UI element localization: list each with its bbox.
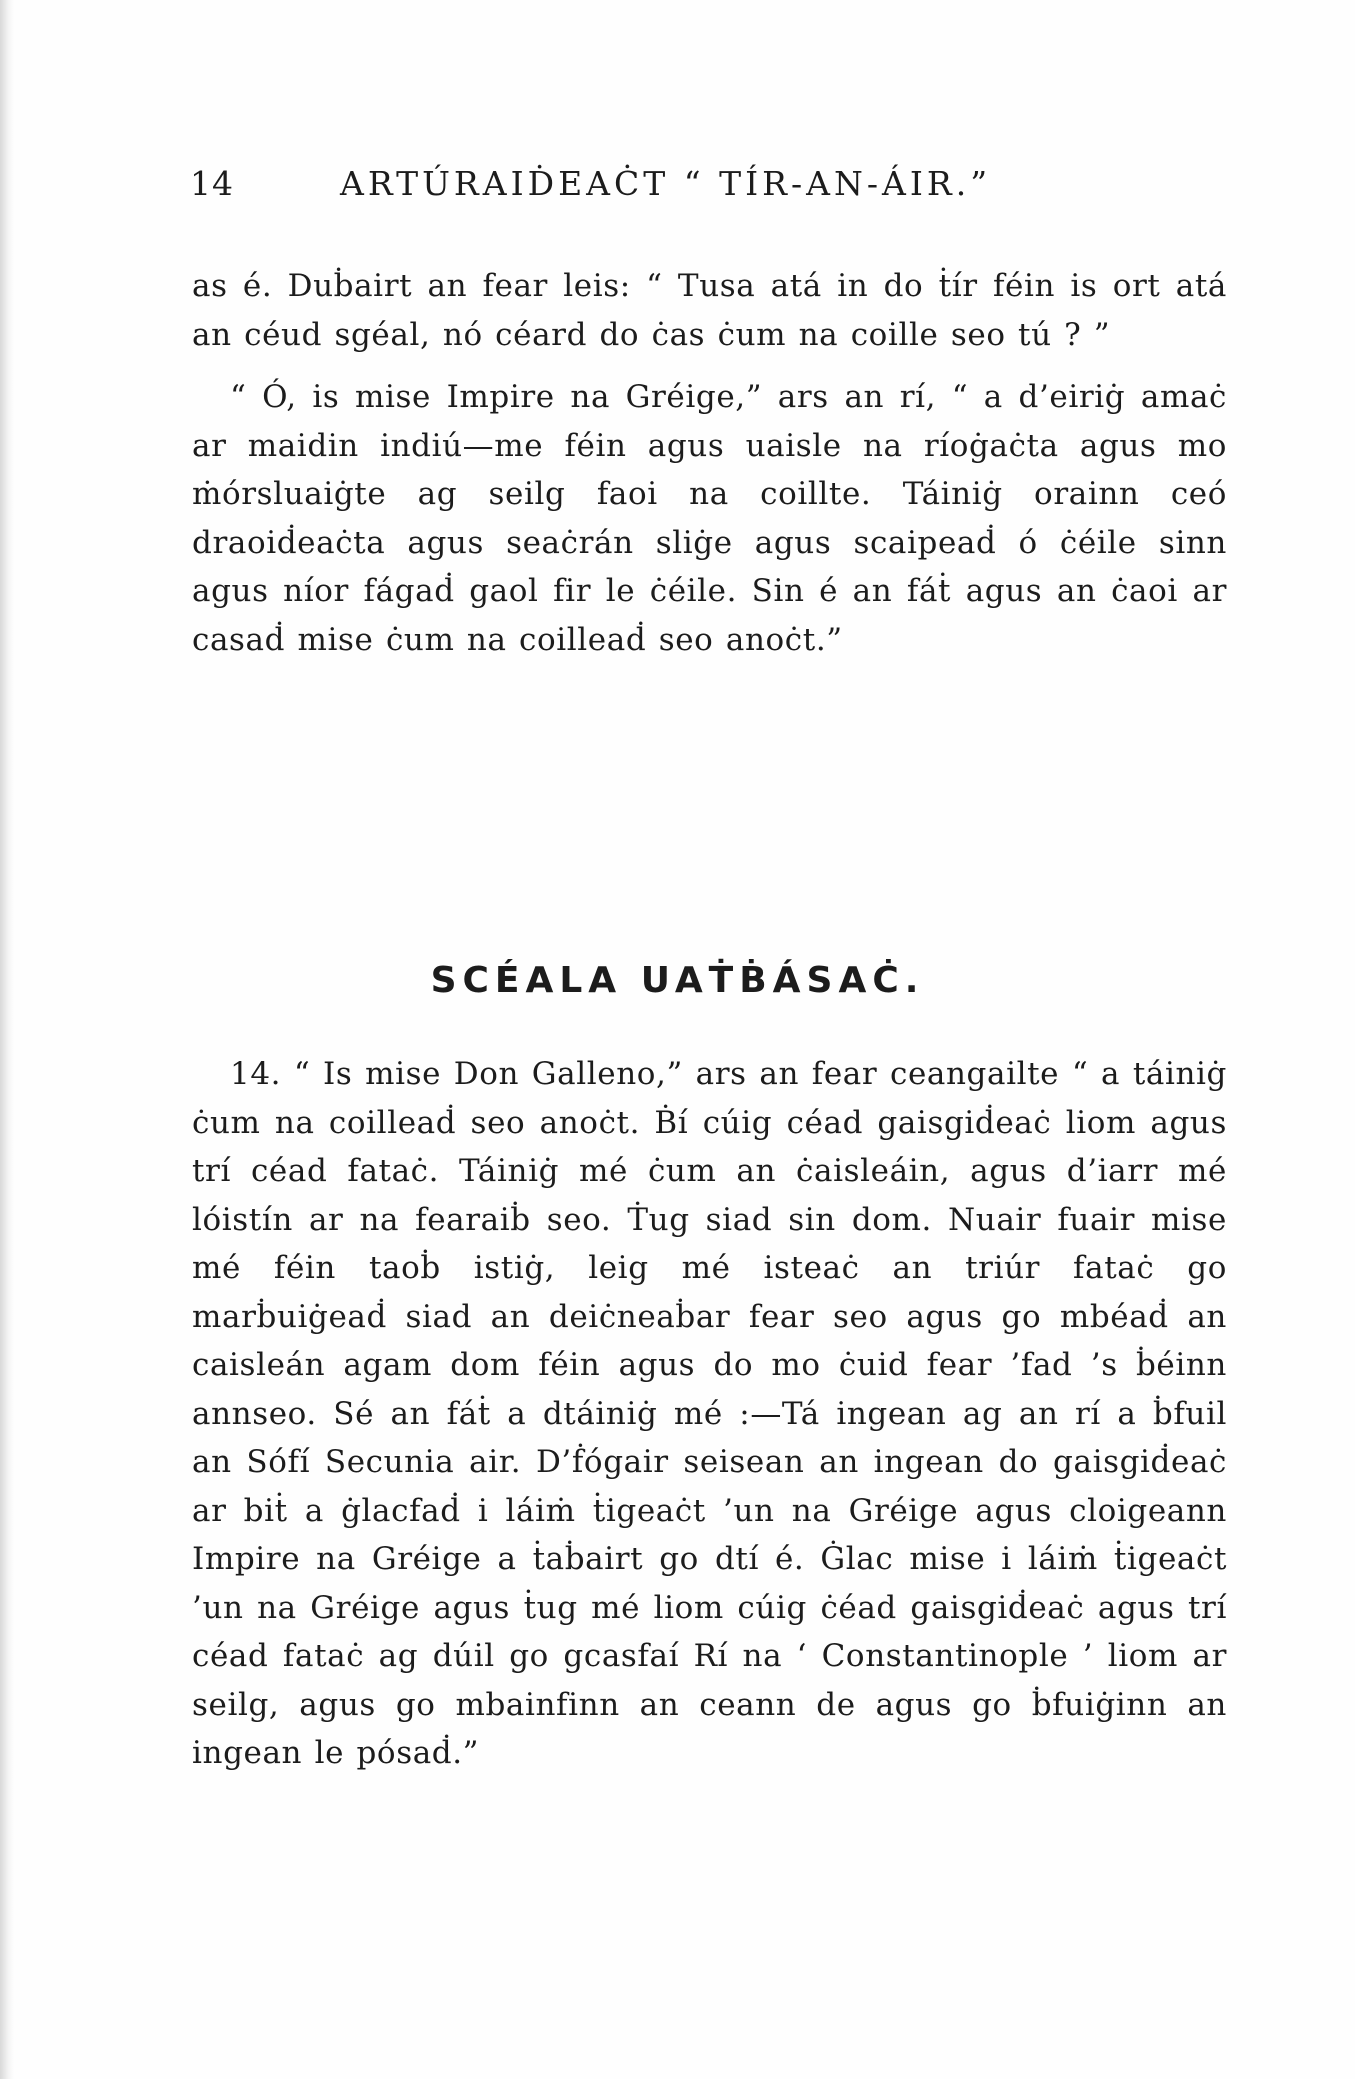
section-heading: SCÉALA UAṪḂÁSAĊ. xyxy=(430,960,925,1001)
paragraph: 14. “ Is mise Don Galleno,” ars an fear ceangailte “ a táiniġ ċum na coilleaḋ seo anoċt. Ḃí cúig céad gaisgiḋeaċ liom agus trí céad fataċ. Táiniġ mé ċum an ċaisleáin, agus d’iarr mé lóistín ar na fearaiḃ seo. Ṫug siad sin dom. Nuair fuair mise mé féin taoḃ istiġ, leig mé isteaċ an triúr fataċ go marḃuiġeaḋ siad an deiċneaḃar fear seo agus go mbéaḋ an caisleán agam dom féin agus do mo ċuid fear ’fad ’s ḃéinn annseo. Sé an fáṫ a dtáiniġ mé :—Tá ingean ag an rí a ḃfuil an Sófí Secunia air. D’ḟógair seisean an ingean do gaisgiḋeaċ ar biṫ a ġlacfaḋ i láiṁ ṫigeaċt ’un na Gréige agus cloigeann Impire na Gréige a ṫaḃairt go dtí é. Ġlac mise i láiṁ ṫigeaċt ’un na Gréige agus ṫug mé liom cúig ċéad gaisgiḋeaċ agus trí céad fataċ ag dúil go gcasfaí Rí na ‘ Constantinople ’ liom ar seilg, agus go mbainfinn an ceann de agus go ḃfuiġinn an ingean le pósaḋ.” xyxy=(192,1056,1227,1771)
paragraph: as é. Duḃairt an fear leis: “ Tusa atá in do ṫír féin is ort atá an céud sgéal, nó céard do ċas ċum na coille seo tú ? ” xyxy=(192,268,1227,353)
text-block-bottom xyxy=(192,1050,1227,1778)
text-block-top xyxy=(192,262,1227,664)
paragraph: “ Ó, is mise Impire na Gréige,” ars an rí, “ a d’eiriġ amaċ ar maidin indiú—me féin agus uaisle na ríoġaċta agus mo ṁórsluaiġte ag seilg faoi na coillte. Táiniġ orainn ceó draoiḋeaċta agus seaċrán sliġe agus scaipeaḋ ó ċéile sinn agus níor fágaḋ gaol fir le ċéile. Sin é an fáṫ agus an ċaoi ar casaḋ mise ċum na coilleaḋ seo anoċt.” xyxy=(192,379,1227,658)
page-number: 14 xyxy=(190,164,234,203)
running-title: ARTÚRAIḊEAĊT “ TÍR-AN-ÁIR.” xyxy=(340,164,992,203)
scan-shadow xyxy=(0,0,14,2079)
page-header xyxy=(190,158,1190,218)
